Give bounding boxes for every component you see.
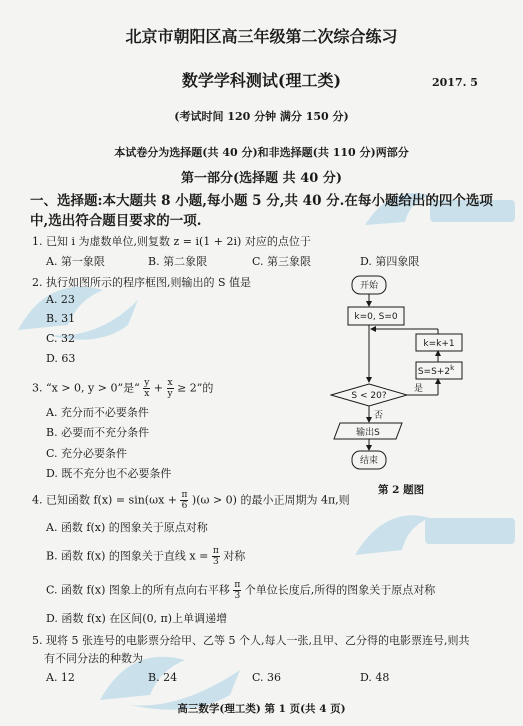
frac-num: π — [234, 580, 241, 590]
flow-yes-label: 是 — [414, 384, 424, 394]
q4-stem-suffix: )(ω > 0) 的最小正周期为 4π,则 — [191, 493, 350, 507]
frac-num: x — [167, 378, 173, 388]
flow-output-text: 输出S — [356, 428, 380, 438]
fraction-pi-over-3 — [212, 546, 220, 567]
q4-optc-suffix: 个单位长度后,所得的图象关于原点对称 — [244, 583, 436, 597]
q4-stem-prefix: 4. 已知函数 f(x) = sin(ωx + — [32, 493, 177, 507]
section-instructions: 一、选择题:本大题共 8 小题,每小题 5 分,共 40 分.在每小题给出的四个选项中,选出符合题目要求的一项. — [30, 193, 493, 229]
flow-init-text: k=0, S=0 — [354, 312, 398, 322]
frac-den: y — [167, 389, 173, 399]
q3-option-a: A. 充分而不必要条件 — [46, 406, 149, 419]
q5-option-c: C. 36 — [252, 671, 282, 684]
frac-num: π — [181, 490, 188, 500]
program-flowchart — [330, 272, 500, 482]
q5-option-d: D. 48 — [360, 671, 390, 684]
flow-update-s-sup: k — [450, 364, 455, 372]
flow-end-text: 结束 — [359, 456, 379, 466]
flow-update-s-text — [418, 364, 455, 377]
q4-optb-prefix: B. 函数 f(x) 的图象关于直线 x = — [46, 549, 209, 563]
frac-den: x — [144, 389, 150, 399]
frac-den: 3 — [212, 557, 219, 567]
flow-start-text: 开始 — [359, 281, 379, 291]
exam-title: 北京市朝阳区高三年级第二次综合练习 — [125, 27, 398, 46]
q3-option-c: C. 充分必要条件 — [46, 447, 128, 460]
watermark-logo-right-mid — [350, 500, 520, 570]
q2-option-d: D. 63 — [46, 352, 76, 365]
question-5-stem-line2: 有不同分法的种数为 — [44, 652, 143, 665]
q4-optc-prefix: C. 函数 f(x) 图象上的所有点向右平移 — [46, 583, 230, 597]
flowchart-caption: 第 2 题图 — [378, 484, 425, 496]
q2-option-a: A. 23 — [46, 293, 75, 306]
question-4-stem — [32, 490, 350, 511]
q1-option-c: C. 第三象限 — [252, 255, 312, 268]
q5-option-a: A. 12 — [46, 671, 75, 684]
frac-den: 3 — [234, 591, 241, 601]
fraction-x-over-y — [167, 378, 174, 399]
q4-option-d: D. 函数 f(x) 在区间(0, π)上单调递增 — [46, 612, 228, 625]
exam-date: 2017. 5 — [432, 76, 478, 89]
question-3-stem: 3. “x > 0, y > 0”是“ $\frac{y}{x}$ + $\frac{x}{y}$ ≥ 2”的 — [32, 378, 214, 399]
q4-option-b — [46, 546, 245, 567]
q1-option-b: B. 第二象限 — [148, 255, 208, 268]
question-2-stem: 2. 执行如图所示的程序框图,则输出的 S 值是 — [32, 276, 252, 289]
q3-stem-prefix: 3. “x > 0, y > 0”是“ — [32, 381, 140, 395]
paper-note: 本试卷分为选择题(共 40 分)和非选择题(共 110 分)两部分 — [114, 146, 409, 159]
page-footer: 高三数学(理工类) 第 1 页(共 4 页) — [177, 703, 346, 715]
part-title: 第一部分(选择题 共 40 分) — [181, 171, 342, 186]
q3-stem-suffix: ≥ 2”的 — [177, 381, 214, 395]
q1-option-d: D. 第四象限 — [360, 255, 420, 268]
q2-option-c: C. 32 — [46, 332, 76, 345]
q5-option-b: B. 24 — [148, 671, 178, 684]
q1-option-a: A. 第一象限 — [46, 255, 105, 268]
q3-option-d: D. 既不充分也不必要条件 — [46, 467, 172, 480]
fraction-y-over-x — [143, 378, 150, 399]
exam-info: (考试时间 120 分钟 满分 150 分) — [174, 110, 349, 123]
flow-cond-text: S < 20? — [351, 391, 387, 401]
q2-option-b: B. 31 — [46, 312, 76, 325]
q4-option-c — [46, 580, 435, 601]
flow-no-label: 否 — [374, 411, 384, 421]
question-1-stem: 1. 已知 i 为虚数单位,则复数 z = i(1 + 2i) 对应的点位于 — [32, 235, 311, 248]
frac-den: 6 — [181, 501, 188, 511]
question-5-stem-line1: 5. 现将 5 张连号的电影票分给甲、乙等 5 个人,每人一张,且甲、乙分得的电影票连号,则共 — [32, 634, 470, 647]
flow-update-k-text: k=k+1 — [423, 339, 455, 349]
q3-option-b: B. 必要而不充分条件 — [46, 426, 150, 439]
frac-num: π — [212, 546, 219, 556]
q4-option-a: A. 函数 f(x) 的图象关于原点对称 — [46, 521, 208, 534]
fraction-pi-over-6 — [180, 490, 188, 511]
q4-optb-suffix: 对称 — [223, 549, 246, 563]
frac-num: y — [144, 378, 150, 388]
fraction-pi-over-3 — [233, 580, 241, 601]
exam-subtitle: 数学学科测试(理工类) — [181, 71, 342, 90]
flow-update-s-main: S=S+2 — [417, 367, 451, 377]
